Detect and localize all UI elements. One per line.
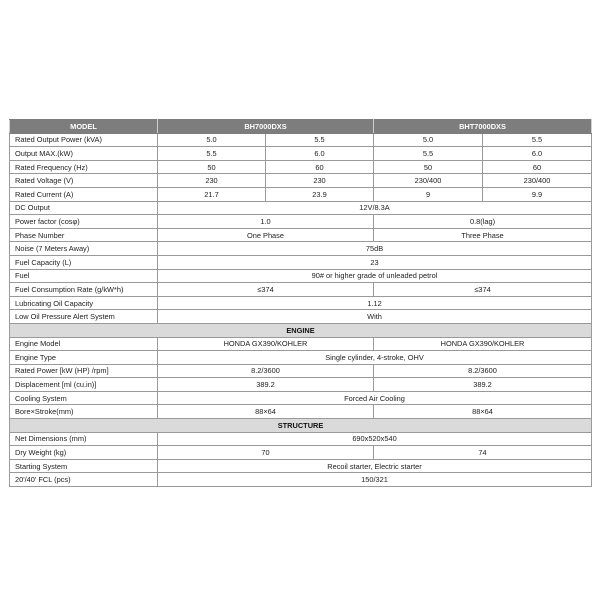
table-row	[10, 133, 592, 147]
row-label: Rated Current (A)	[10, 187, 158, 201]
cell-value: 230/400	[374, 174, 483, 188]
cell-value: 60	[266, 160, 374, 174]
cell-value: 389.2	[158, 378, 374, 392]
cell-value: 50	[374, 160, 483, 174]
cell-value: 1.0	[158, 215, 374, 229]
table-row	[10, 405, 592, 419]
row-label: Output MAX.(kW)	[10, 147, 158, 161]
row-label: Fuel Consumption Rate (g/kW*h)	[10, 283, 158, 297]
cell-value: Recoil starter, Electric starter	[158, 459, 592, 473]
cell-value: 75dB	[158, 242, 592, 256]
cell-value: 9.9	[483, 187, 592, 201]
table-row	[10, 283, 592, 297]
cell-value: 5.0	[374, 133, 483, 147]
row-label: Cooling System	[10, 391, 158, 405]
row-label: Net Dimensions (mm)	[10, 432, 158, 446]
cell-value: 0.8(lag)	[374, 215, 592, 229]
cell-value: 5.5	[374, 147, 483, 161]
cell-value: 74	[374, 446, 592, 460]
table-row	[10, 391, 592, 405]
cell-value: HONDA GX390/KOHLER	[374, 337, 592, 351]
spec-table	[9, 119, 592, 487]
cell-value: 5.5	[266, 133, 374, 147]
cell-value: 150/321	[158, 473, 592, 487]
cell-value: 230	[266, 174, 374, 188]
table-row	[10, 351, 592, 365]
section-header-engine	[10, 323, 592, 337]
cell-value: 88×64	[374, 405, 592, 419]
cell-value: 23.9	[266, 187, 374, 201]
table-row	[10, 459, 592, 473]
cell-value: ≤374	[158, 283, 374, 297]
model-header: MODEL	[10, 120, 158, 134]
cell-value: 6.0	[266, 147, 374, 161]
cell-value: 1.12	[158, 296, 592, 310]
model-a-header: BH7000DXS	[158, 120, 374, 134]
header-row	[10, 120, 592, 134]
section-title: ENGINE	[10, 323, 592, 337]
cell-value: With	[158, 310, 592, 324]
cell-value: 6.0	[483, 147, 592, 161]
cell-value: One Phase	[158, 228, 374, 242]
table-row	[10, 432, 592, 446]
row-label: Dry Weight (kg)	[10, 446, 158, 460]
row-label: Rated Output Power (kVA)	[10, 133, 158, 147]
row-label: Rated Power [kW (HP) /rpm]	[10, 364, 158, 378]
cell-value: 8.2/3600	[374, 364, 592, 378]
cell-value: 8.2/3600	[158, 364, 374, 378]
table-row	[10, 364, 592, 378]
row-label: Bore×Stroke(mm)	[10, 405, 158, 419]
row-label: Low Oil Pressure Alert System	[10, 310, 158, 324]
cell-value: 23	[158, 255, 592, 269]
cell-value: 389.2	[374, 378, 592, 392]
table-row	[10, 228, 592, 242]
table-row	[10, 310, 592, 324]
table-row	[10, 187, 592, 201]
table-row	[10, 337, 592, 351]
cell-value: 70	[158, 446, 374, 460]
row-label: 20'/40' FCL (pcs)	[10, 473, 158, 487]
table-row	[10, 160, 592, 174]
row-label: Engine Model	[10, 337, 158, 351]
section-header-structure	[10, 419, 592, 433]
cell-value: HONDA GX390/KOHLER	[158, 337, 374, 351]
table-row	[10, 378, 592, 392]
table-row	[10, 242, 592, 256]
cell-value: ≤374	[374, 283, 592, 297]
cell-value: 21.7	[158, 187, 266, 201]
row-label: Engine Type	[10, 351, 158, 365]
cell-value: 88×64	[158, 405, 374, 419]
table-row	[10, 269, 592, 283]
cell-value: 230	[158, 174, 266, 188]
cell-value: Three Phase	[374, 228, 592, 242]
section-title: STRUCTURE	[10, 419, 592, 433]
cell-value: 50	[158, 160, 266, 174]
table-row	[10, 255, 592, 269]
cell-value: 12V/8.3A	[158, 201, 592, 215]
table-row	[10, 174, 592, 188]
table-row	[10, 446, 592, 460]
cell-value: 5.5	[483, 133, 592, 147]
model-b-header: BHT7000DXS	[374, 120, 592, 134]
table-row	[10, 296, 592, 310]
cell-value: 60	[483, 160, 592, 174]
cell-value: 5.0	[158, 133, 266, 147]
cell-value: Forced Air Cooling	[158, 391, 592, 405]
cell-value: Single cylinder, 4-stroke, OHV	[158, 351, 592, 365]
cell-value: 230/400	[483, 174, 592, 188]
cell-value: 5.5	[158, 147, 266, 161]
cell-value: 90# or higher grade of unleaded petrol	[158, 269, 592, 283]
row-label: Fuel Capacity (L)	[10, 255, 158, 269]
table-row	[10, 147, 592, 161]
row-label: Fuel	[10, 269, 158, 283]
row-label: Lubricating Oil Capacity	[10, 296, 158, 310]
row-label: Rated Voltage (V)	[10, 174, 158, 188]
row-label: Noise (7 Meters Away)	[10, 242, 158, 256]
row-label: DC Output	[10, 201, 158, 215]
row-label: Power factor (cosφ)	[10, 215, 158, 229]
table-row	[10, 201, 592, 215]
table-row	[10, 215, 592, 229]
row-label: Rated Frequency (Hz)	[10, 160, 158, 174]
cell-value: 9	[374, 187, 483, 201]
row-label: Starting System	[10, 459, 158, 473]
row-label: Displacement [ml (cu.in)]	[10, 378, 158, 392]
row-label: Phase Number	[10, 228, 158, 242]
cell-value: 690x520x540	[158, 432, 592, 446]
table-row	[10, 473, 592, 487]
